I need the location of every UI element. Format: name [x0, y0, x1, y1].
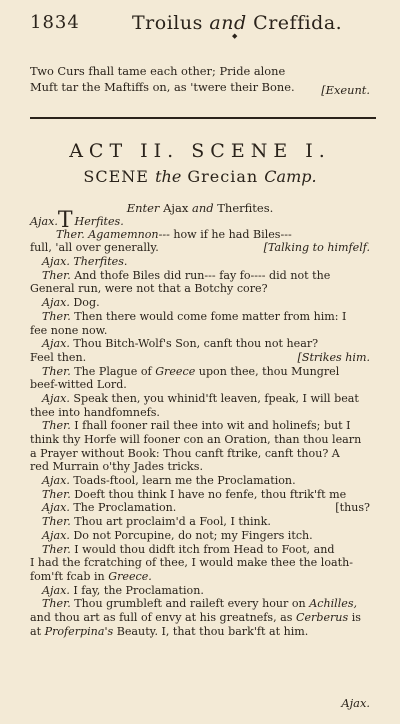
dialogue-line: Ajax. Speak then, you whinid'ft leaven, fpeak, I will beat — [42, 391, 359, 405]
dialogue-line: at Proferpina's Beauty. I, that thou bark'ft at him. — [30, 624, 309, 638]
page-number: 1834 — [30, 12, 80, 33]
drop-cap: T — [57, 208, 73, 233]
dialogue-line: fom'ft fcab in Greece. — [30, 569, 152, 583]
scene-heading: SCENE the Grecian Camp. — [83, 167, 317, 186]
dialogue-line: Ajax. The Proclamation. [thus? — [42, 501, 370, 515]
section-rule — [30, 117, 376, 119]
dialogue-line: General run, were not that a Botchy core? — [30, 282, 268, 296]
dialogue-line: Ther. The Plague of Greece upon thee, thou Mungrel — [42, 364, 340, 378]
dialogue-line: I had the fcratching of thee, I would make thee the loath- — [30, 556, 353, 570]
dialogue-line: Ther. And thofe Biles did run--- fay fo---- did not the — [42, 268, 331, 282]
stage-direction: [Talking to himfelf. — [263, 241, 370, 255]
dialogue-line: Ther. Thou art proclaim'd a Fool, I think. — [42, 515, 271, 529]
stage-direction: [Strikes him. — [297, 350, 370, 364]
dialogue-line: Ajax.T Herfites. — [30, 208, 124, 233]
dialogue-line: Ther. I would thou didft itch from Head to Foot, and — [42, 542, 335, 556]
dialogue-line: think thy Horfe will fooner con an Oration, than thou learn — [30, 433, 362, 446]
catchword: Ajax. — [341, 696, 370, 710]
dialogue-line: Ajax. Thou Bitch-Wolf's Son, canft thou not hear? — [42, 337, 319, 351]
dialogue-line: and thou art as full of envy at his greatnefs, as Cerberus is — [30, 610, 361, 624]
dialogue-line: a Prayer without Book: Thou canft ftrike, canft thou? A — [30, 446, 340, 460]
dialogue-line: Ther. I fhall fooner rail thee into wit and holinefs; but I — [42, 419, 351, 433]
turnover-word: [thus? — [335, 501, 370, 515]
dialogue-line: thee into handfomnefs. — [30, 405, 160, 419]
dialogue-line: Ajax. Toads-ftool, learn me the Proclamation. — [42, 474, 296, 488]
dialogue-line: Ther. Then there would come fome matter from him: I — [42, 309, 347, 323]
verse-line: Two Curs fhall tame each other; Pride alone — [30, 64, 286, 78]
dialogue-line: Ther. Thou grumbleft and raileft every hour on Achilles, — [42, 597, 358, 611]
verse-line: Muft tar the Maftiffs on, as 'twere their Bone. — [30, 80, 295, 94]
dialogue-line: full, 'all over generally. [Talking to himfelf. — [30, 241, 370, 255]
dialogue-line: Ajax. Do not Porcupine, do not; my Fingers itch. — [42, 528, 313, 542]
ornament-icon: ◆ — [232, 32, 238, 40]
stage-direction-exeunt: [Exeunt. — [321, 83, 370, 97]
dialogue-line: beef-witted Lord. — [30, 378, 127, 392]
dialogue-line: Ajax. I fay, the Proclamation. — [42, 583, 204, 597]
dialogue-line: red Murrain o'thy Jades tricks. — [30, 460, 203, 474]
dialogue-line: Ther. Doeft thou think I have no fenfe, thou ftrik'ft me — [42, 487, 347, 501]
act-heading: ACT II. SCENE I. — [69, 140, 331, 162]
dialogue-line: Feel then. [Strikes him. — [30, 350, 370, 364]
dialogue-line: Ajax. Dog. — [42, 296, 100, 310]
dialogue-line: Ajax. Therfites. — [42, 255, 128, 269]
entrance-direction: Enter Ajax and Therfites. — [126, 201, 274, 215]
dialogue-line: Ther. Agamemnon--- how if he had Biles--- — [56, 227, 292, 241]
running-title: Troilus and Creffida. — [132, 12, 343, 34]
running-header — [30, 12, 370, 40]
dialogue-line: fee none now. — [30, 323, 108, 337]
